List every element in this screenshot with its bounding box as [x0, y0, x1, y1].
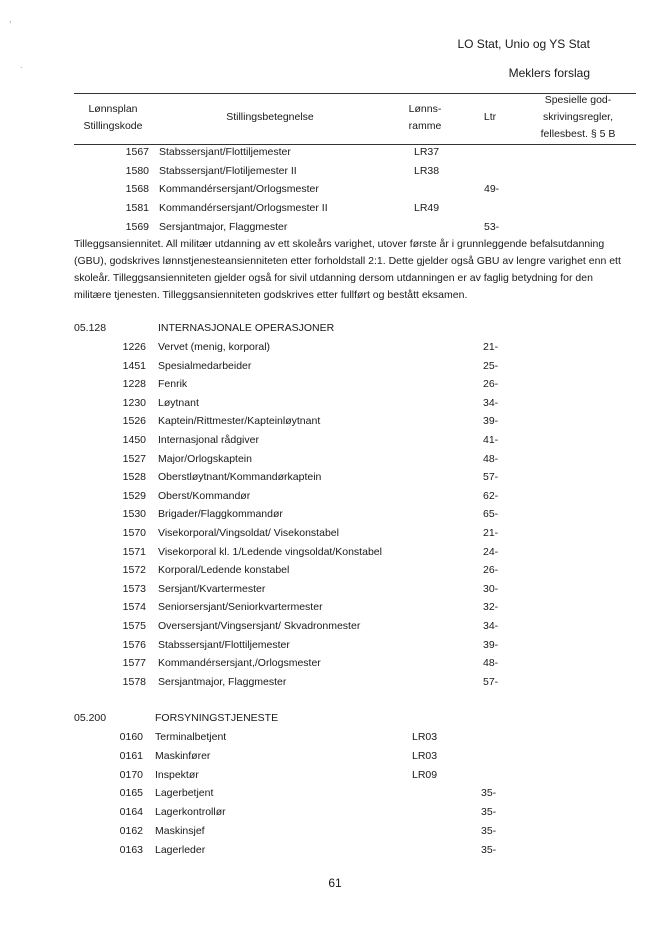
- row-title: Internasjonal rådgiver: [158, 434, 259, 446]
- table-row: [0, 543, 670, 561]
- row-ltr: 34-: [483, 396, 499, 409]
- row-title: Stabssersjant/Flottiljemester: [158, 638, 290, 651]
- row-title: Oberst/Kommandør: [158, 489, 251, 502]
- table-row: [0, 357, 670, 375]
- row-title: Sersjantmajor, Flaggmester: [158, 675, 287, 688]
- row-title: Løytnant: [158, 396, 199, 409]
- row-title: Lagerkontrollør: [155, 806, 226, 819]
- row-code: 1226: [122, 341, 146, 353]
- row-title: Maskinfører: [155, 749, 211, 762]
- row-title: Sersjantmajor, Flaggmester: [159, 221, 288, 233]
- table-row: [0, 143, 670, 161]
- row-ltr: 21-: [483, 341, 499, 353]
- row-code: 1573: [122, 582, 146, 595]
- row-ltr: 53-: [484, 221, 500, 233]
- header-col-title: Stillingsbetegnelse: [226, 111, 314, 123]
- row-title: Sersjant/Kvartermester: [158, 582, 266, 595]
- row-title: Brigader/Flaggkommandør: [158, 508, 283, 521]
- table-row: [0, 450, 670, 468]
- row-title: Lagerleder: [155, 843, 206, 856]
- table-row: [0, 766, 670, 784]
- header-organizations: LO Stat, Unio og YS Stat: [457, 37, 590, 51]
- row-title: Oversersjant/Vingsersjant/ Skvadronmester: [158, 620, 361, 632]
- section-number: 05.128: [74, 322, 107, 334]
- row-ltr: 65-: [483, 508, 499, 521]
- row-title: Kaptein/Rittmester/Kapteinløytnant: [158, 415, 321, 428]
- row-code: 1571: [122, 545, 146, 558]
- row-ramme: LR09: [412, 768, 438, 781]
- table-row: [0, 394, 670, 412]
- row-ltr: 26-: [483, 564, 499, 577]
- row-code: 1451: [122, 359, 146, 372]
- header-col-ramme-line2: ramme: [408, 120, 442, 132]
- table-row: [0, 841, 670, 859]
- row-ltr: 32-: [483, 601, 499, 614]
- row-ltr: 21-: [483, 527, 499, 539]
- row-code: 1567: [125, 146, 149, 158]
- table-row: [0, 747, 670, 765]
- row-ltr: 34-: [483, 620, 499, 632]
- row-ltr: 48-: [483, 452, 499, 465]
- row-code: 1569: [125, 221, 149, 233]
- table-row: [0, 784, 670, 802]
- note-line: skoleår. Tilleggsansienniteten gjelder også for sivil utdanning dersom utdanningen er av faglig betydning for den: [74, 272, 593, 284]
- row-title: Stabssersjant/Flotiljemester II: [159, 165, 297, 177]
- row-ltr: 24-: [483, 545, 499, 558]
- row-title: Oberstløytnant/Kommandørkaptein: [158, 471, 322, 484]
- row-ramme: LR03: [412, 731, 438, 743]
- table-row: [0, 524, 670, 542]
- section-number: 05.200: [74, 712, 107, 724]
- header-col-special-line3: fellesbest. § 5 B: [540, 128, 616, 140]
- table-row: [0, 431, 670, 449]
- row-title: Vervet (menig, korporal): [158, 341, 271, 353]
- row-title: Visekorporal/Vingsoldat/ Visekonstabel: [158, 527, 339, 539]
- note-line: militære tjenesten. Tilleggsansienniteten godskrives etter fullført og bestått eksamen.: [74, 289, 468, 301]
- row-ltr: 39-: [483, 415, 499, 428]
- row-title: Visekorporal kl. 1/Ledende vingsoldat/Konstabel: [158, 545, 382, 558]
- row-ltr: 35-: [481, 806, 497, 819]
- row-title: Major/Orlogskaptein: [158, 452, 252, 465]
- row-code: 1578: [122, 675, 146, 688]
- row-code: 1230: [122, 396, 146, 409]
- row-ramme: LR38: [414, 165, 440, 177]
- row-ltr: 25-: [483, 359, 499, 372]
- row-code: 1581: [125, 202, 149, 214]
- table-row: [0, 803, 670, 821]
- header-col-code-line1: Lønnsplan: [88, 103, 138, 115]
- row-title: Maskinsjef: [155, 825, 205, 837]
- table-row: [0, 487, 670, 505]
- row-title: Stabssersjant/Flottiljemester: [159, 146, 291, 158]
- table-row: [0, 617, 670, 635]
- row-code: 1574: [122, 601, 146, 614]
- row-ltr: 35-: [481, 843, 497, 856]
- table-row: [0, 822, 670, 840]
- row-code: 0170: [119, 768, 143, 781]
- row-code: 1529: [122, 489, 146, 502]
- table-row: [0, 338, 670, 356]
- row-title: Inspektør: [155, 768, 199, 781]
- row-title: Kommandérsersjant/Orlogsmester II: [159, 202, 328, 214]
- header-col-special-line1: Spesielle god-: [544, 94, 612, 106]
- row-ltr: 57-: [483, 471, 499, 484]
- row-ramme: LR37: [414, 146, 440, 158]
- row-title: Fenrik: [158, 378, 188, 391]
- row-code: 0165: [119, 787, 143, 800]
- row-code: 0161: [119, 749, 143, 762]
- row-code: 0160: [119, 731, 143, 743]
- table-row: [0, 180, 670, 198]
- table-row: [0, 375, 670, 393]
- table-row: [0, 505, 670, 523]
- page-number: 61: [328, 876, 342, 890]
- row-code: 0163: [119, 843, 143, 856]
- table-row: [0, 728, 670, 746]
- row-code: 1450: [122, 434, 146, 446]
- table-row: [0, 561, 670, 579]
- row-code: 1527: [122, 452, 146, 465]
- row-title: Kommandérsersjant,/Orlogsmester: [158, 657, 321, 670]
- table-row: [0, 218, 670, 236]
- section-title: INTERNASJONALE OPERASJONER: [158, 322, 335, 334]
- row-code: 1577: [122, 657, 146, 670]
- row-code: 1575: [122, 620, 146, 632]
- table-row: [0, 673, 670, 691]
- row-code: 1572: [122, 564, 146, 577]
- row-ltr: 41-: [483, 434, 499, 446]
- row-ramme: LR49: [414, 202, 440, 214]
- note-line: (GBU), godskrives lønnstjenesteansienniteten etter forholdstall 2:1. Dette gjelder også GBU av lengre varighet enn ett: [74, 255, 621, 267]
- row-code: 1528: [122, 471, 146, 484]
- row-ltr: 49-: [484, 183, 500, 195]
- header-col-code: [74, 101, 152, 135]
- table-row: [0, 412, 670, 430]
- row-ramme: LR03: [412, 749, 438, 762]
- row-ltr: 35-: [481, 825, 497, 837]
- row-ltr: 48-: [483, 657, 499, 670]
- section-heading: [0, 319, 670, 337]
- header-col-special-line2: skrivingsregler,: [542, 111, 614, 123]
- row-code: 1228: [122, 378, 146, 391]
- table-row: [0, 199, 670, 217]
- row-title: Seniorsersjant/Seniorkvartermester: [158, 601, 323, 614]
- row-ltr: 39-: [483, 638, 499, 651]
- row-ltr: 57-: [483, 675, 499, 688]
- row-title: Korporal/Ledende konstabel: [158, 564, 290, 577]
- row-ltr: 26-: [483, 378, 499, 391]
- row-code: 1530: [122, 508, 146, 521]
- scan-speck: .: [20, 60, 23, 70]
- row-code: 0162: [119, 825, 143, 837]
- row-title: Kommandérsersjant/Orlogsmester: [159, 183, 319, 195]
- section-heading: [0, 709, 670, 727]
- row-code: 1570: [122, 527, 146, 539]
- header-col-ramme-line1: Lønns-: [408, 103, 442, 115]
- row-title: Lagerbetjent: [155, 787, 214, 800]
- scan-speck: ,: [9, 14, 12, 24]
- row-code: 0164: [119, 806, 143, 819]
- row-ltr: 62-: [483, 489, 499, 502]
- row-code: 1580: [125, 165, 149, 177]
- header-col-code-line2: Stillingskode: [83, 120, 143, 132]
- row-code: 1568: [125, 183, 149, 195]
- table-row: [0, 162, 670, 180]
- row-ltr: 30-: [483, 582, 499, 595]
- row-code: 1526: [122, 415, 146, 428]
- tilleggsansiennitet-note: [74, 236, 640, 304]
- note-line: Tilleggsansiennitet. All militær utdanning av ett skoleårs varighet, utover første år i grunnleggende befalsutdanning: [74, 238, 605, 250]
- header-document-type: Meklers forslag: [508, 66, 590, 80]
- header-col-ltr: Ltr: [483, 111, 497, 123]
- row-title: Terminalbetjent: [155, 731, 227, 743]
- header-col-special: [520, 92, 636, 143]
- row-ltr: 35-: [481, 787, 497, 800]
- table-row: [0, 654, 670, 672]
- table-row: [0, 636, 670, 654]
- row-code: 1576: [122, 638, 146, 651]
- row-title: Spesialmedarbeider: [158, 359, 252, 372]
- table-row: [0, 580, 670, 598]
- header-col-ramme: [395, 101, 455, 135]
- section-title: FORSYNINGSTJENESTE: [155, 712, 279, 724]
- table-row: [0, 598, 670, 616]
- table-row: [0, 468, 670, 486]
